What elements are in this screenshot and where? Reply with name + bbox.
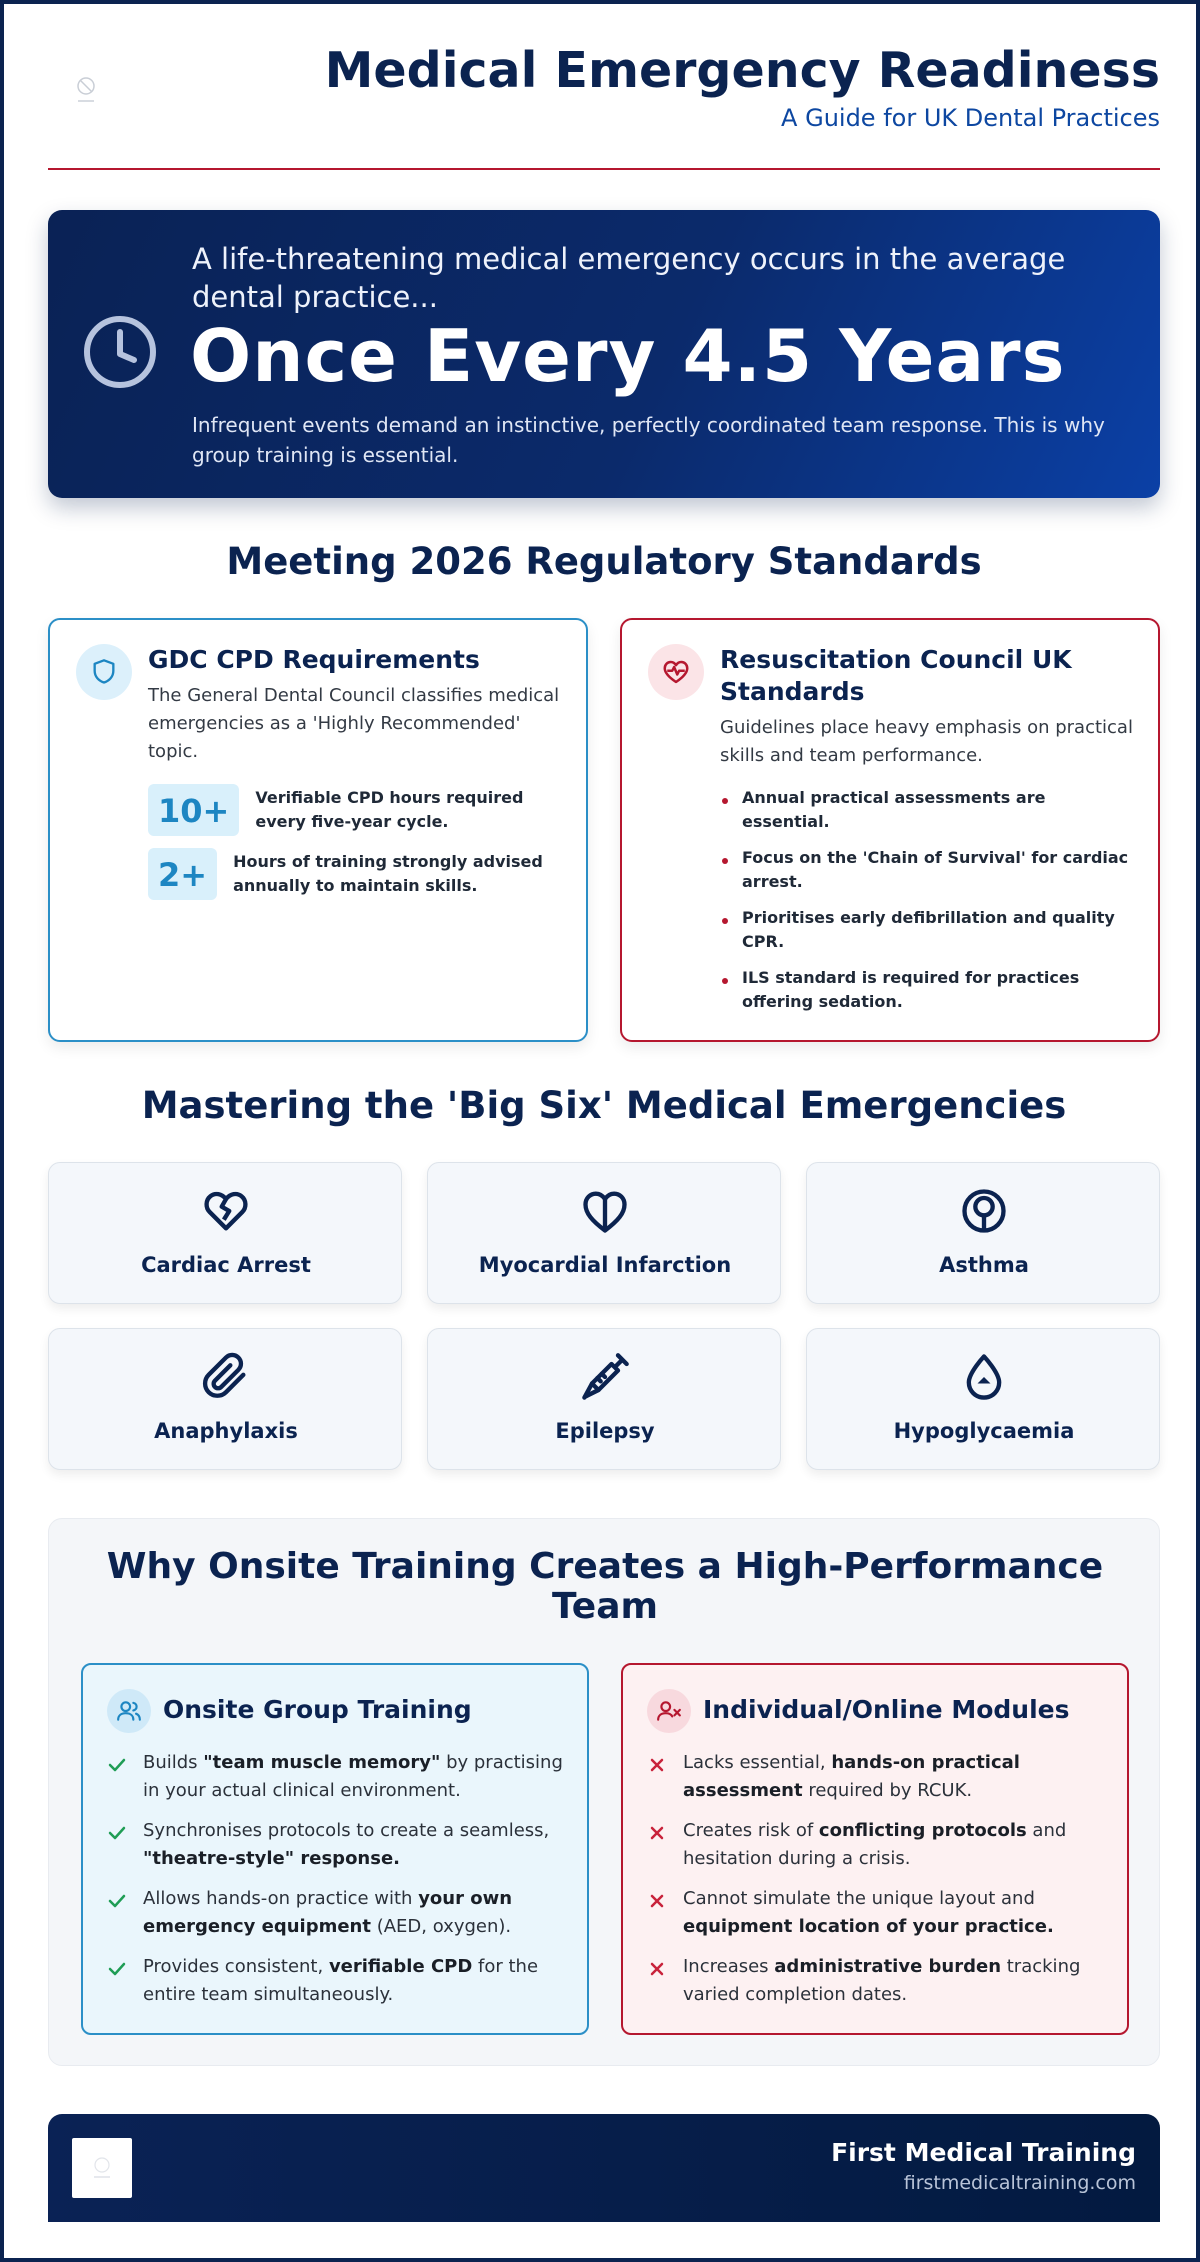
cross-icon — [647, 1959, 667, 1979]
gdc-title: GDC CPD Requirements — [148, 645, 480, 674]
rcuk-bullet: Prioritises early defibrillation and quality CPR. — [718, 906, 1138, 954]
heart-handshake-icon — [579, 1185, 631, 1237]
header-divider — [48, 168, 1160, 170]
header — [48, 42, 1160, 138]
gdc-stat — [148, 784, 565, 836]
onsite-badge — [107, 1689, 151, 1733]
emergency-label: Asthma — [939, 1253, 1029, 1277]
page-subtitle: A Guide for UK Dental Practices — [781, 104, 1160, 132]
online-drawback: Increases administrative burden tracking varied completion dates. — [647, 1953, 1109, 2009]
emergency-tile-asthma — [806, 1162, 1160, 1304]
rcuk-badge — [648, 644, 704, 700]
paperclip-icon — [200, 1351, 252, 1403]
emergency-tile-epilepsy — [427, 1328, 781, 1470]
rcuk-card — [620, 618, 1160, 1042]
footer-logo — [72, 2138, 132, 2198]
onsite-benefit: Builds "team muscle memory" by practising in your actual clinical environment. — [107, 1749, 569, 1805]
gdc-stat-value: 2+ — [148, 848, 217, 900]
online-drawback: Lacks essential, hands-on practical assessment required by RCUK. — [647, 1749, 1109, 1805]
emergency-label: Hypoglycaemia — [893, 1419, 1075, 1443]
cross-icon — [647, 1755, 667, 1775]
emergency-tile-myocardial-infarction — [427, 1162, 781, 1304]
shield-icon — [90, 658, 118, 686]
onsite-benefit: Provides consistent, verifiable CPD for the entire team simultaneously. — [107, 1953, 569, 2009]
why-onsite-section — [48, 1518, 1160, 2066]
emergency-tile-cardiac-arrest — [48, 1162, 402, 1304]
rcuk-bullet: Focus on the 'Chain of Survival' for cardiac arrest. — [718, 846, 1138, 894]
online-title: Individual/Online Modules — [703, 1695, 1070, 1724]
check-icon — [107, 1823, 127, 1843]
onsite-training-card — [81, 1663, 589, 2035]
gdc-badge — [76, 644, 132, 700]
onsite-title: Onsite Group Training — [163, 1695, 472, 1724]
hero-banner — [48, 210, 1160, 498]
emergency-label: Anaphylaxis — [154, 1419, 298, 1443]
syringe-icon — [579, 1351, 631, 1403]
rcuk-bullet: ILS standard is required for practices offering sedation. — [718, 966, 1138, 1014]
footer-website[interactable]: firstmedicaltraining.com — [903, 2172, 1136, 2194]
footer-company-name: First Medical Training — [831, 2138, 1136, 2167]
hero-headline: Once Every 4.5 Years — [190, 314, 1066, 398]
cross-icon — [647, 1891, 667, 1911]
online-drawbacks-list — [647, 1749, 1109, 2021]
hero-lead: A life-threatening medical emergency occurs in the average dental practice... — [192, 242, 1066, 314]
emergency-label: Cardiac Arrest — [141, 1253, 311, 1277]
hero-note: Infrequent events demand an instinctive, perfectly coordinated team response. This is why group training is essential. — [192, 413, 1105, 467]
broken-heart-icon — [200, 1185, 252, 1237]
online-drawback: Creates risk of conflicting protocols and hesitation during a crisis. — [647, 1817, 1109, 1873]
rcuk-bullet: Annual practical assessments are essential. — [718, 786, 1138, 834]
regulatory-section-title: Meeting 2026 Regulatory Standards — [226, 540, 982, 583]
droplet-icon — [958, 1351, 1010, 1403]
rcuk-bullet-list — [718, 786, 1138, 1026]
emergency-label: Myocardial Infarction — [478, 1253, 732, 1277]
rcuk-title: Resuscitation Council UK Standards — [720, 645, 1072, 706]
users-icon — [116, 1698, 142, 1724]
check-icon — [107, 1891, 127, 1911]
check-icon — [107, 1959, 127, 1979]
footer — [48, 2114, 1160, 2222]
online-modules-card — [621, 1663, 1129, 2035]
gdc-stat-value: 10+ — [148, 784, 239, 836]
gdc-stat-text: Verifiable CPD hours required every five-year cycle. — [255, 788, 524, 831]
logo-icon — [74, 76, 98, 106]
clock-icon — [82, 314, 158, 390]
emergency-tile-anaphylaxis — [48, 1328, 402, 1470]
cross-icon — [647, 1823, 667, 1843]
why-section-title: Why Onsite Training Creates a High-Performance Team — [106, 1546, 1104, 1627]
heart-pulse-icon — [661, 657, 691, 687]
onsite-benefit: Allows hands-on practice with your own emergency equipment (AED, oxygen). — [107, 1885, 569, 1941]
emergency-label: Epilepsy — [555, 1419, 655, 1443]
gdc-stat — [148, 848, 543, 900]
online-drawback: Cannot simulate the unique layout and equipment location of your practice. — [647, 1885, 1109, 1941]
gdc-description: The General Dental Council classifies medical emergencies as a 'Highly Recommended' topic. — [148, 685, 560, 762]
onsite-benefit: Synchronises protocols to create a seamless, "theatre-style" response. — [107, 1817, 569, 1873]
online-badge — [647, 1689, 691, 1733]
onsite-benefits-list — [107, 1749, 569, 2021]
gdc-card — [48, 618, 588, 1042]
big-six-section-title: Mastering the 'Big Six' Medical Emergencies — [141, 1084, 1067, 1127]
rcuk-description: Guidelines place heavy emphasis on practical skills and team performance. — [720, 717, 1133, 766]
emergency-tile-hypoglycaemia — [806, 1328, 1160, 1470]
lungs-icon — [958, 1185, 1010, 1237]
gdc-stat-text: Hours of training strongly advised annually to maintain skills. — [233, 852, 543, 895]
user-x-icon — [656, 1698, 682, 1724]
logo-icon — [72, 2138, 132, 2198]
page-title: Medical Emergency Readiness — [324, 42, 1160, 99]
check-icon — [107, 1755, 127, 1775]
